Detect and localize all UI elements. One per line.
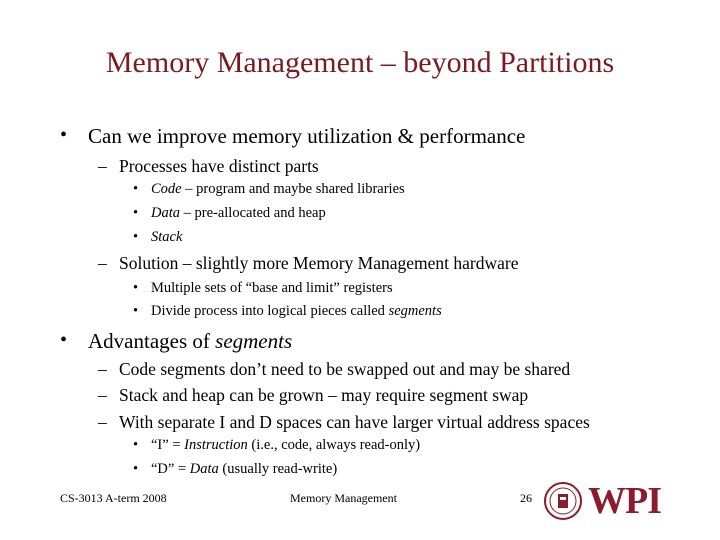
bullet-code: Code – program and maybe shared libraries [151, 181, 405, 197]
bullet-base-limit: Multiple sets of “base and limit” registers [151, 280, 393, 296]
bullet-data: Data – pre-allocated and heap [151, 205, 326, 221]
dot-marker: • [133, 437, 139, 453]
footer-topic: Memory Management [290, 491, 397, 505]
bullet-marker: • [60, 329, 68, 351]
wpi-seal-icon [544, 482, 582, 520]
bullet-stack-heap: Stack and heap can be grown – may require segment swap [119, 385, 529, 405]
bullet-instruction: “I” = Instruction (i.e., code, always read-only) [151, 437, 421, 453]
bullet-code-segments: Code segments don’t need to be swapped out and may be shared [119, 359, 571, 379]
bullet-data-rw: “D” = Data (usually read-write) [151, 461, 338, 477]
slide-number: 26 [520, 491, 532, 505]
dot-marker: • [133, 181, 139, 197]
dash-marker: – [98, 359, 107, 379]
dot-marker: • [133, 280, 139, 296]
dot-marker: • [133, 461, 139, 477]
bullet-marker: • [60, 124, 68, 146]
bullet-advantages: Advantages of segments [88, 329, 293, 353]
dash-marker: – [98, 253, 107, 273]
dash-marker: – [98, 412, 107, 432]
footer-course: CS-3013 A-term 2008 [60, 491, 167, 505]
dot-marker: • [133, 205, 139, 221]
bullet-divide-process: Divide process into logical pieces called segments [151, 303, 442, 319]
dash-marker: – [98, 385, 107, 405]
bullet-stack: Stack [151, 229, 183, 245]
dot-marker: • [133, 303, 139, 319]
bullet-separate-spaces: With separate I and D spaces can have larger virtual address spaces [119, 412, 590, 432]
slide-title: Memory Management – beyond Partitions [105, 46, 615, 79]
wpi-logo: WPI [588, 480, 661, 522]
dash-marker: – [98, 156, 107, 176]
bullet-distinct-parts: Processes have distinct parts [119, 156, 319, 176]
dot-marker: • [133, 229, 139, 245]
bullet-improve-memory: Can we improve memory utilization & performance [88, 124, 526, 148]
bullet-solution: Solution – slightly more Memory Management hardware [119, 253, 519, 273]
